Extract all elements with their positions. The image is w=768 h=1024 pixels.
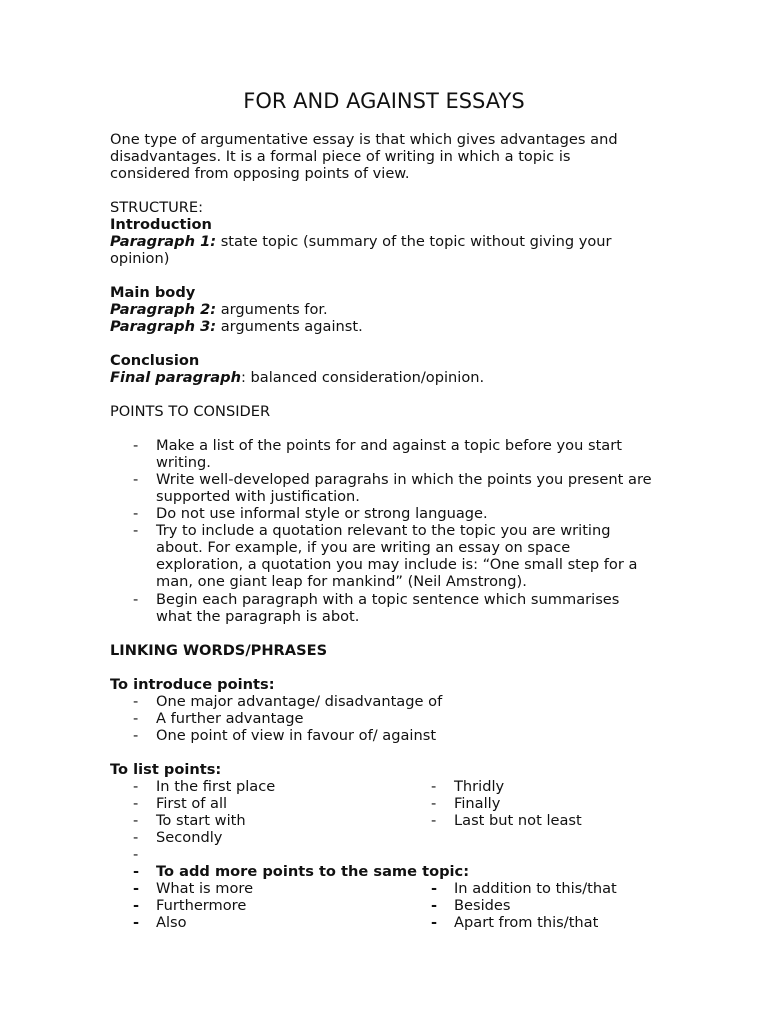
list-item-text: Write well-developed paragrahs in which the points you present are supported with justification. <box>156 471 652 505</box>
list-dash: - <box>431 812 437 829</box>
points-heading: POINTS TO CONSIDER <box>110 403 271 420</box>
list-dash: - <box>133 505 139 522</box>
list-item <box>0 897 768 914</box>
list-item <box>0 795 768 812</box>
list-dash: - <box>133 471 139 488</box>
list-item-text: In the first place <box>156 778 276 795</box>
paragraph-1-line <box>110 233 655 267</box>
list-dash: - <box>133 914 140 931</box>
page-title: FOR AND AGAINST ESSAYS <box>243 89 525 113</box>
intro-paragraph: One type of argumentative essay is that which gives advantages and disadvantages. It is a formal piece of writing in which a topic is considered from opposing points of view. <box>110 131 618 182</box>
list-dash: - <box>431 795 437 812</box>
list-item-text: Last but not least <box>454 812 582 829</box>
list-dash: - <box>133 591 139 608</box>
list-item <box>0 914 768 931</box>
list-dash: - <box>133 795 139 812</box>
list-item-text: Do not use informal style or strong language. <box>156 505 488 522</box>
list-item-text: Make a list of the points for and against a topic before you start writing. <box>156 437 622 471</box>
list-item-text: Thridly <box>454 778 505 795</box>
list-dash: - <box>133 829 139 846</box>
list-dash: - <box>133 812 139 829</box>
list-item <box>0 829 768 846</box>
paragraph-3-label: Paragraph 3: <box>110 318 217 335</box>
add-points-heading-row <box>0 863 768 880</box>
add-points-heading: To add more points to the same topic: <box>156 863 470 880</box>
structure-label: STRUCTURE: <box>110 199 204 216</box>
list-item-text: Apart from this/that <box>454 914 599 931</box>
list-dash: - <box>133 693 139 710</box>
list-item-text: One major advantage/ disadvantage of <box>156 693 443 710</box>
list-dash: - <box>133 437 139 454</box>
list-item <box>0 437 768 471</box>
paragraph-1-text: state topic (summary of the topic without giving your opinion) <box>110 233 612 267</box>
list-item-text: Finally <box>454 795 501 812</box>
list-item <box>0 591 768 625</box>
list-item <box>0 471 768 505</box>
linking-heading: LINKING WORDS/PHRASES <box>110 642 328 659</box>
list-item-text: Also <box>156 914 187 931</box>
list-item <box>0 880 768 897</box>
list-item-text: First of all <box>156 795 228 812</box>
introduce-points-heading: To introduce points: <box>110 676 275 693</box>
list-dash: - <box>431 880 438 897</box>
list-item <box>0 522 768 590</box>
list-item-text: Try to include a quotation relevant to the topic you are writing about. For example, if you are writing an essay on space exploration, a quotation you may include is: “One small step for a man, one giant leap for mankind” (Neil Amstrong). <box>156 522 638 590</box>
list-item-text: To start with <box>156 812 246 829</box>
list-dash: - <box>133 727 139 744</box>
list-dash: - <box>133 522 139 539</box>
list-item-text: What is more <box>156 880 254 897</box>
list-item <box>0 727 768 744</box>
list-item <box>0 846 768 863</box>
list-dash: - <box>431 778 437 795</box>
list-item <box>0 812 768 829</box>
list-dash: - <box>133 863 140 880</box>
paragraph-2-line <box>110 301 655 318</box>
final-paragraph-text: : balanced consideration/opinion. <box>240 369 485 386</box>
list-item-text: In addition to this/that <box>454 880 617 897</box>
list-item <box>0 505 768 522</box>
list-item-text: Secondly <box>156 829 223 846</box>
conclusion-heading: Conclusion <box>110 352 200 369</box>
list-item <box>0 693 768 710</box>
final-paragraph-line <box>110 369 655 386</box>
paragraph-1-label: Paragraph 1: <box>110 233 217 250</box>
final-paragraph-label: Final paragraph <box>110 369 241 386</box>
list-dash: - <box>431 914 438 931</box>
introduction-heading: Introduction <box>110 216 212 233</box>
list-dash: - <box>133 880 140 897</box>
main-body-heading: Main body <box>110 284 196 301</box>
list-dash: - <box>133 897 140 914</box>
list-item-text: Besides <box>454 897 511 914</box>
list-dash: - <box>133 846 139 863</box>
paragraph-2-label: Paragraph 2: <box>110 301 217 318</box>
list-item-text: A further advantage <box>156 710 304 727</box>
list-points-heading: To list points: <box>110 761 222 778</box>
paragraph-2-text: arguments for. <box>216 301 328 318</box>
list-dash: - <box>133 778 139 795</box>
list-dash: - <box>133 710 139 727</box>
list-item-text: Furthermore <box>156 897 247 914</box>
paragraph-3-text: arguments against. <box>216 318 363 335</box>
list-dash: - <box>431 897 438 914</box>
list-item <box>0 778 768 795</box>
list-item-text: One point of view in favour of/ against <box>156 727 437 744</box>
paragraph-3-line <box>110 318 655 335</box>
list-item-text: Begin each paragraph with a topic sentence which summarises what the paragraph is abot. <box>156 591 620 625</box>
list-item <box>0 710 768 727</box>
